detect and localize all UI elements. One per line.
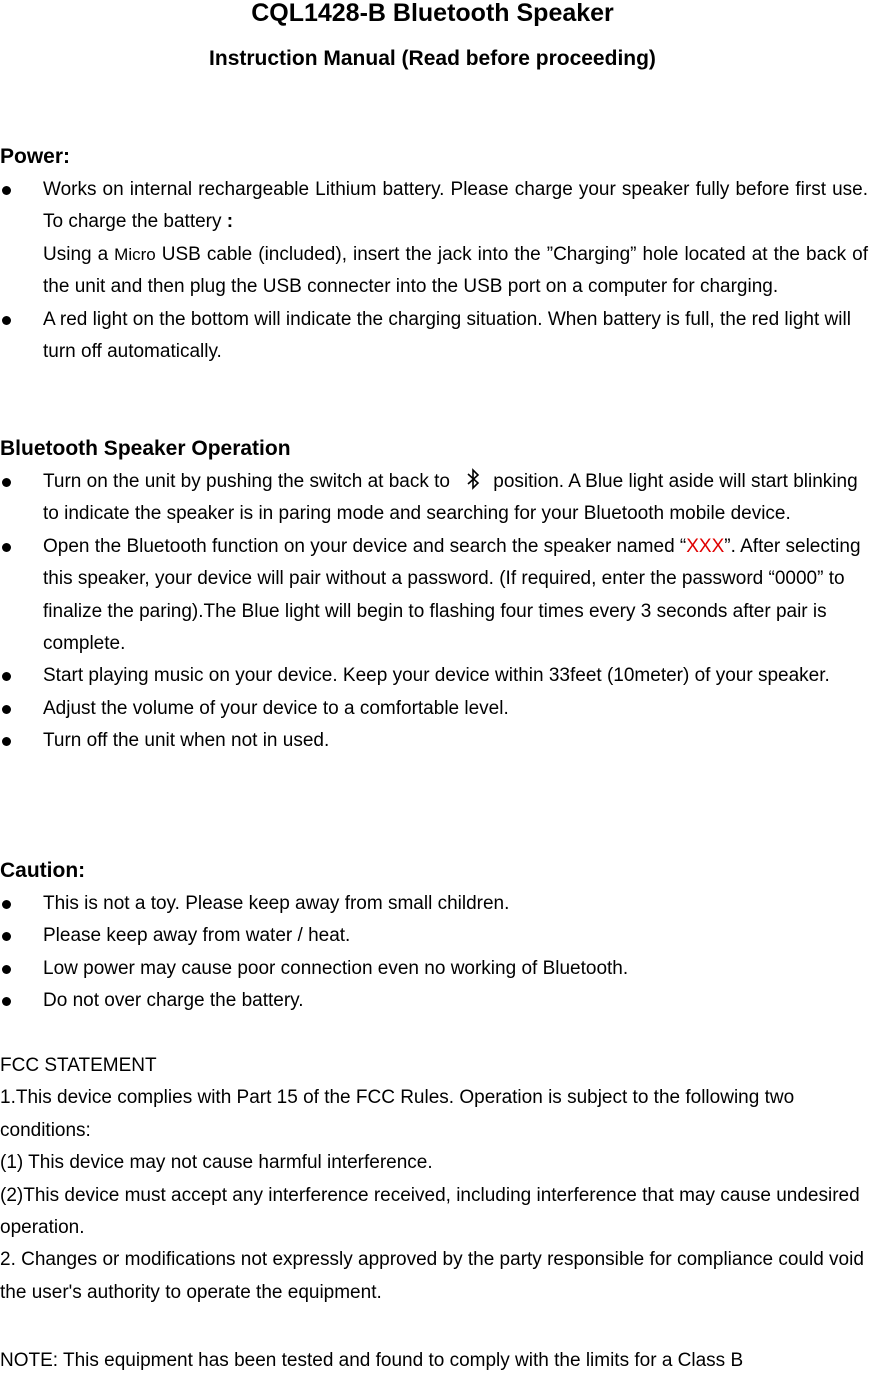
list-item: Turn on the unit by pushing the switch at back to position. A Blue light aside will start blinking to indicate the speaker is in paring mode and searching for your Bluetooth mobile device. [0,466,868,531]
fcc-line: (1) This device may not cause harmful interference. [0,1152,433,1174]
caution-list [0,888,868,1018]
bluetooth-heading: Bluetooth Speaker Operation [0,437,291,460]
bluetooth-icon [459,467,487,491]
power-list [0,174,868,368]
list-item: This is not a toy. Please keep away from small children. [0,888,868,920]
list-item: Works on internal rechargeable Lithium battery. Please charge your speaker fully before first use. To charge the battery : Using a Micro USB cable (included), insert the jack into the ”Charging” hole located at the back of the unit and then plug the USB connecter into the USB port on a computer for charging. [0,174,868,304]
document-title: CQL1428-B Bluetooth Speaker [251,0,614,27]
list-item: Do not over charge the battery. [0,985,868,1017]
fcc-section [0,1050,872,1309]
fcc-note: NOTE: This equipment has been tested and found to comply with the limits for a Class B [0,1350,744,1371]
caution-heading: Caution: [0,859,86,882]
document-subtitle: Instruction Manual (Read before proceeding) [209,47,656,70]
bullet-icon [2,543,11,552]
fcc-line: 1.This device complies with Part 15 of the FCC Rules. Operation is subject to the following two conditions: [0,1087,795,1141]
bullet-icon [2,186,11,195]
list-item: A red light on the bottom will indicate the charging situation. When battery is full, the red light will turn off automatically. [0,304,868,369]
bullet-icon [2,997,11,1006]
fcc-line: 2. Changes or modifications not expressly approved by the party responsible for compliance could void the user's authority to operate the equipment. [0,1249,864,1303]
list-item: Please keep away from water / heat. [0,920,868,952]
list-item: Turn off the unit when not in used. [0,725,868,757]
bluetooth-list [0,466,868,758]
bullet-icon [2,965,11,974]
bullet-icon [2,672,11,681]
list-item: Start playing music on your device. Keep your device within 33feet (10meter) of your speaker. [0,660,868,692]
speaker-name: XXX [686,535,725,557]
bullet-icon [2,737,11,746]
fcc-line: (2)This device must accept any interference received, including interference that may cause undesired operation. [0,1184,860,1239]
bullet-icon [2,705,11,714]
bullet-icon [2,900,11,909]
list-item: Low power may cause poor connection even no working of Bluetooth. [0,953,868,985]
bullet-icon [2,932,11,941]
bullet-icon [2,478,11,487]
list-item: Adjust the volume of your device to a comfortable level. [0,693,868,725]
power-heading: Power: [0,145,71,168]
fcc-heading: FCC STATEMENT [0,1055,157,1076]
bullet-icon [2,316,11,325]
list-item: Open the Bluetooth function on your device and search the speaker named “XXX”. After selecting this speaker, your device will pair without a password. (If required, enter the password “0000” to finalize the paring).The Blue light will begin to flashing four times every 3 seconds after pair is complete. [0,531,868,661]
